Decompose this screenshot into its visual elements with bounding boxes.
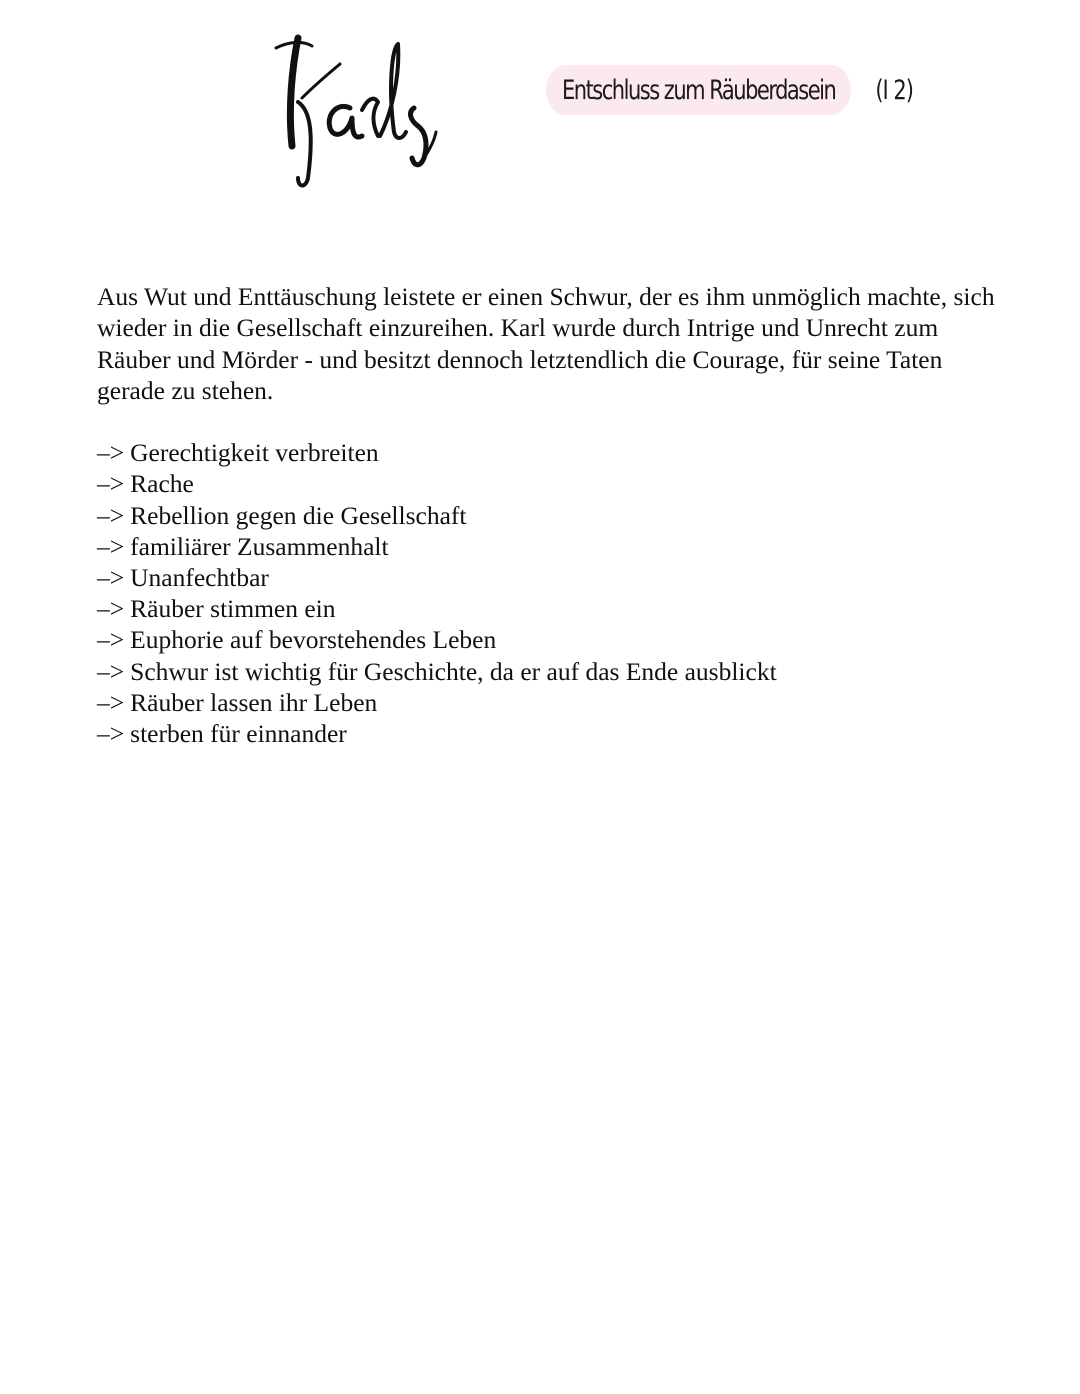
arrow-icon: –> — [97, 531, 125, 561]
list-item — [97, 468, 1002, 499]
handwritten-title — [258, 28, 458, 198]
list-item — [97, 531, 1002, 562]
arrow-icon: –> — [97, 469, 125, 499]
list-item — [97, 593, 1002, 624]
list-item-text: Rebellion gegen die Gesellschaft — [130, 500, 467, 530]
subtitle-row — [546, 68, 913, 112]
arrow-icon: –> — [97, 687, 125, 717]
arrow-icon: –> — [97, 625, 125, 655]
list-item — [97, 687, 1002, 718]
list-item — [97, 437, 1002, 468]
arrow-icon: –> — [97, 656, 125, 686]
list-item-text: familiärer Zusammenhalt — [130, 531, 389, 561]
arrow-icon: –> — [97, 563, 125, 592]
list-item-text: Räuber lassen ihr Leben — [130, 687, 378, 717]
list-item — [97, 656, 1002, 687]
list-item-text: sterben für einnander — [130, 719, 347, 749]
list-item — [97, 718, 1002, 749]
arrow-icon: –> — [97, 500, 125, 530]
arrow-icon: –> — [97, 594, 125, 624]
act-scene-reference: (I 2) — [875, 75, 913, 105]
subtitle-highlight: Entschluss zum Räuberdasein — [546, 65, 851, 115]
list-item-text: Gerechtigkeit verbreiten — [130, 438, 379, 468]
intro-paragraph: Aus Wut und Enttäuschung leistete er einen Schwur, der es ihm unmöglich machte, sich wieder in die Gesellschaft einzureihen. Karl wurde durch Intrige und Unrecht zum Räuber und Mörder - und besitzt dennoch letztendlich die Courage, für seine Taten gerade zu stehen. — [97, 282, 995, 405]
list-item — [97, 562, 1002, 593]
list-item-text: Räuber stimmen ein — [130, 594, 336, 624]
list-item — [97, 624, 1002, 655]
list-item-text: Rache — [130, 469, 194, 499]
list-item-text: Euphorie auf bevorstehendes Leben — [130, 625, 497, 655]
bullet-list — [97, 437, 1002, 749]
list-item-text: Unanfechtbar — [130, 563, 269, 592]
arrow-icon: –> — [97, 719, 125, 749]
arrow-icon: –> — [97, 438, 125, 468]
main-content — [97, 281, 1002, 749]
list-item — [97, 500, 1002, 531]
list-item-text: Schwur ist wichtig für Geschichte, da er auf das Ende ausblickt — [130, 656, 777, 686]
